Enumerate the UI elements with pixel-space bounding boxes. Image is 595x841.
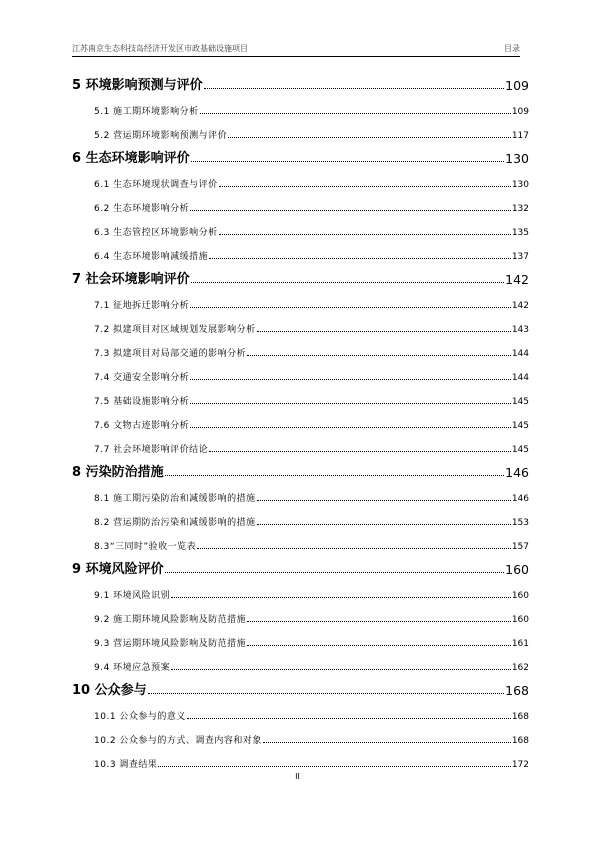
dot-leader [263,742,511,743]
toc-entry-page: 143 [511,325,529,335]
toc-section-entry[interactable] [72,601,529,625]
toc-entry-title: 8.2 营运期防治污染和减缓影响的措施 [94,518,256,528]
toc-entry-title: 10.1 公众参与的意义 [94,712,186,722]
toc-entry-page: 137 [511,252,529,262]
toc-entry-page: 130 [505,151,529,166]
toc-entry-title: 8.1 施工期污染防治和减缓影响的措施 [94,494,256,504]
toc-entry-title: 7.5 基础设施影响分析 [94,397,190,407]
dot-leader [190,403,511,404]
toc-entry-page: 144 [511,373,529,383]
toc-entry-page: 146 [505,465,529,480]
dot-leader [228,137,511,138]
toc-chapter-entry[interactable] [72,455,529,480]
toc-entry-page: 142 [511,301,529,311]
dot-leader [191,161,505,162]
toc-section-entry[interactable] [72,407,529,431]
toc-entry-title: 6.1 生态环境现状调查与评价 [94,180,218,190]
dot-leader [247,621,511,622]
toc-entry-title: 6 生态环境影响评价 [72,151,190,166]
toc-section-entry[interactable] [72,287,529,311]
toc-entry-title: 5.2 营运期环境影响预测与评价 [94,131,228,141]
page-number: II [295,772,300,781]
toc-entry-page: 109 [511,107,529,117]
toc-entry-title: 9.4 环境应急预案 [94,663,171,673]
dot-leader [190,379,511,380]
dot-leader [171,669,511,670]
toc-section-entry[interactable] [72,649,529,673]
toc-chapter-entry[interactable] [72,68,529,93]
toc-entry-page: 161 [511,639,529,649]
dot-leader [200,113,511,114]
dot-leader [190,210,511,211]
dot-leader [158,766,510,767]
dot-leader [187,718,511,719]
toc-entry-title: 10.2 公众参与的方式、调查内容和对象 [94,736,262,746]
toc-section-entry[interactable] [72,528,529,552]
toc-entry-title: 8.3“三同时”验收一览表 [94,542,197,552]
toc-entry-page: 168 [511,736,529,746]
dot-leader [219,234,511,235]
toc-section-entry[interactable] [72,746,529,770]
toc-entry-title: 6.4 生态环境影响减缓措施 [94,252,209,262]
dot-leader [148,693,505,694]
dot-leader [247,645,511,646]
toc-section-entry[interactable] [72,480,529,504]
toc-entry-title: 7.2 拟建项目对区域规划发展影响分析 [94,325,256,335]
toc-entry-page: 145 [511,445,529,455]
toc-entry-title: 5 环境影响预测与评价 [72,78,203,93]
header-section-label: 目录 [504,44,520,53]
toc-section-entry[interactable] [72,577,529,601]
toc-section-entry[interactable] [72,238,529,262]
toc-entry-title: 9.3 营运期环境风险影响及防范措施 [94,639,247,649]
toc-entry-title: 9.2 施工期环境风险影响及防范措施 [94,615,247,625]
header-divider [72,56,520,57]
toc-chapter-entry[interactable] [72,141,529,166]
dot-leader [247,355,511,356]
toc-section-entry[interactable] [72,625,529,649]
toc-entry-page: 132 [511,204,529,214]
toc-section-entry[interactable] [72,698,529,722]
dot-leader [171,597,511,598]
toc-section-entry[interactable] [72,190,529,214]
toc-section-entry[interactable] [72,431,529,455]
toc-entry-page: 160 [505,562,529,577]
toc-section-entry[interactable] [72,359,529,383]
toc-entry-page: 145 [511,397,529,407]
dot-leader [219,186,511,187]
toc-entry-title: 6.2 生态环境影响分析 [94,204,190,214]
toc-section-entry[interactable] [72,383,529,407]
toc-entry-title: 9 环境风险评价 [72,562,164,577]
toc-entry-page: 157 [511,542,529,552]
toc-entry-page: 168 [505,683,529,698]
toc-entry-page: 160 [511,591,529,601]
toc-chapter-entry[interactable] [72,673,529,698]
toc-entry-title: 7.4 交通安全影响分析 [94,373,190,383]
toc-entry-page: 130 [511,180,529,190]
toc-entry-title: 6.3 生态管控区环境影响分析 [94,228,218,238]
toc-entry-title: 7.3 拟建项目对局部交通的影响分析 [94,349,247,359]
dot-leader [257,524,511,525]
toc-entry-page: 162 [511,663,529,673]
toc-entry-title: 5.1 施工期环境影响分析 [94,107,199,117]
toc-entry-page: 109 [505,78,529,93]
toc-entry-title: 7.1 征地拆迁影响分析 [94,301,190,311]
toc-entry-page: 145 [511,421,529,431]
toc-section-entry[interactable] [72,214,529,238]
toc-section-entry[interactable] [72,166,529,190]
toc-entry-page: 168 [511,712,529,722]
toc-section-entry[interactable] [72,722,529,746]
toc-entry-title: 10 公众参与 [72,683,147,698]
dot-leader [191,282,505,283]
toc-entry-page: 144 [511,349,529,359]
toc-section-entry[interactable] [72,311,529,335]
toc-entry-page: 153 [511,518,529,528]
dot-leader [190,307,511,308]
dot-leader [165,572,505,573]
toc-entry-title: 7.7 社会环境影响评价结论 [94,445,209,455]
toc-entry-page: 117 [511,131,529,141]
dot-leader [209,451,511,452]
toc-section-entry[interactable] [72,335,529,359]
table-of-contents [72,68,529,770]
toc-chapter-entry[interactable] [72,552,529,577]
toc-entry-title: 7.6 文物古迹影响分析 [94,421,190,431]
toc-entry-title: 8 污染防治措施 [72,465,164,480]
toc-entry-page: 160 [511,615,529,625]
dot-leader [209,258,511,259]
toc-section-entry[interactable] [72,117,529,141]
toc-section-entry[interactable] [72,504,529,528]
toc-entry-page: 146 [511,494,529,504]
dot-leader [204,88,505,89]
toc-entry-page: 142 [505,272,529,287]
toc-entry-page: 135 [511,228,529,238]
toc-entry-page: 172 [511,760,529,770]
toc-section-entry[interactable] [72,93,529,117]
header-project-title: 江苏南京生态科技岛经济开发区市政基础设施项目 [72,44,248,53]
toc-entry-title: 10.3 调查结果 [94,760,158,770]
toc-chapter-entry[interactable] [72,262,529,287]
running-header [72,40,520,56]
toc-entry-title: 9.1 环境风险识别 [94,591,171,601]
dot-leader [257,331,511,332]
dot-leader [190,427,511,428]
dot-leader [257,500,511,501]
toc-entry-title: 7 社会环境影响评价 [72,272,190,287]
dot-leader [165,475,505,476]
dot-leader [197,548,511,549]
